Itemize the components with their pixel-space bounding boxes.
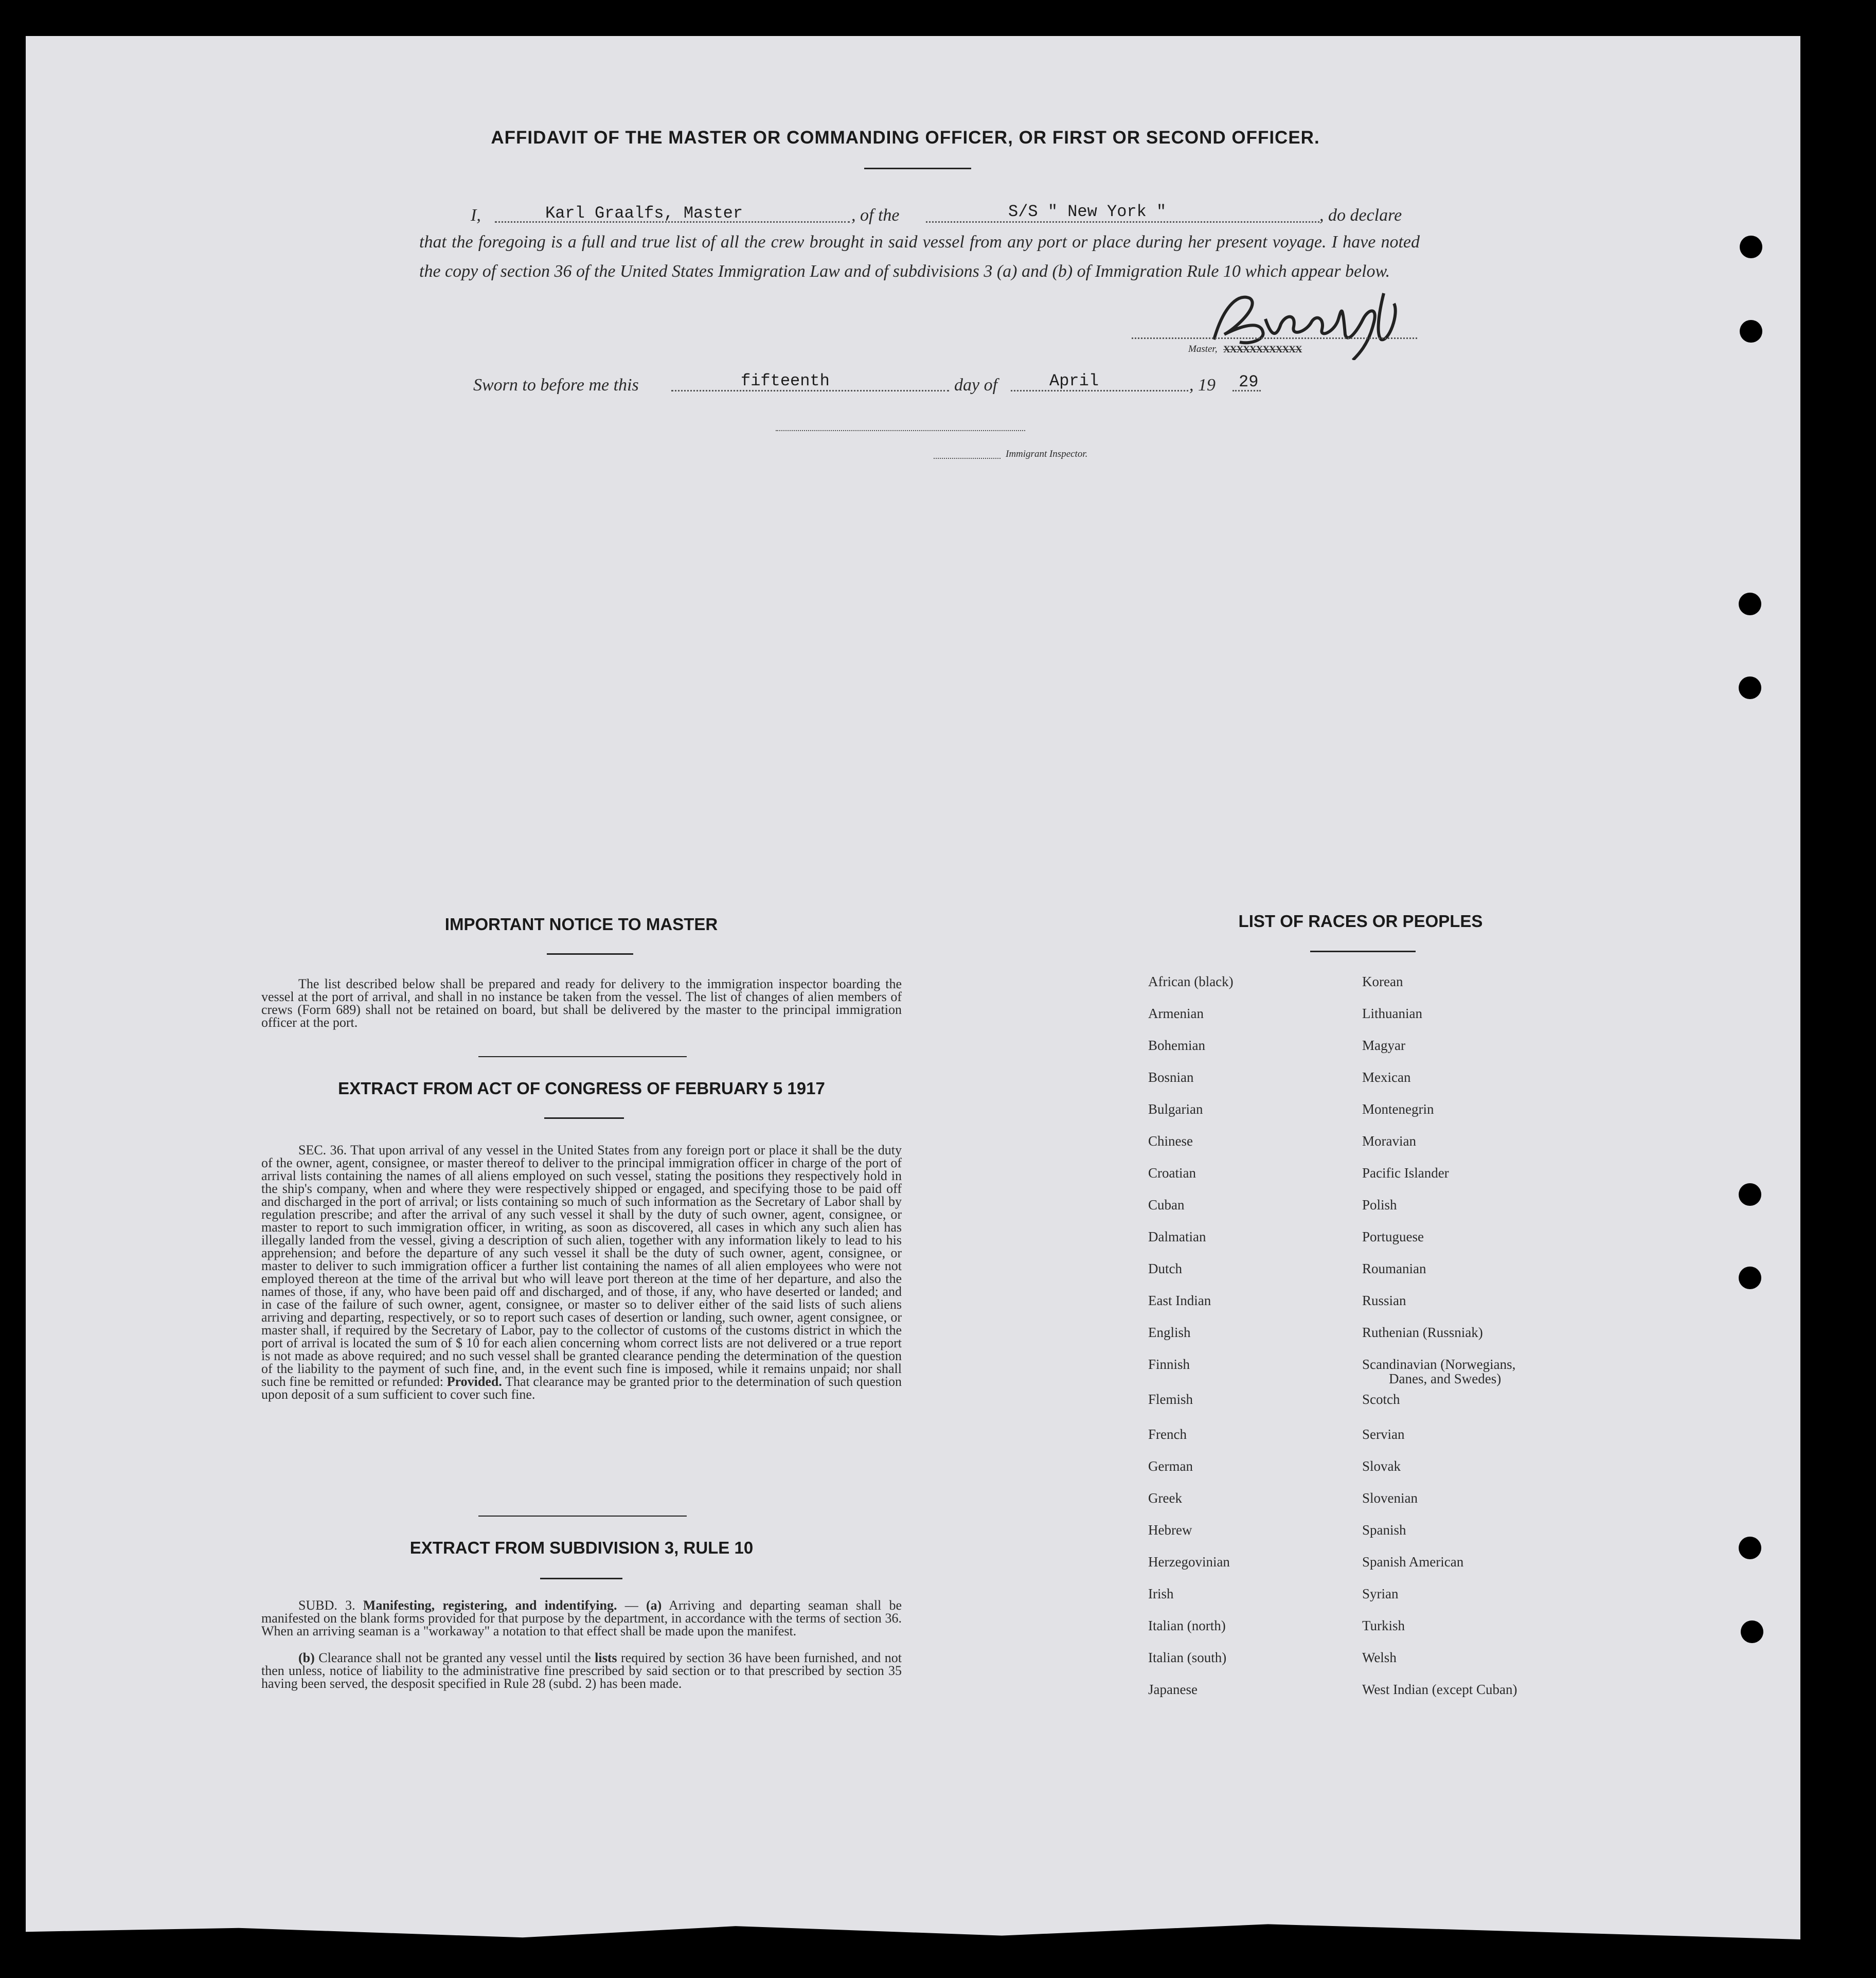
race-item: Welsh: [1362, 1650, 1397, 1665]
rule-dash: —: [624, 1598, 638, 1613]
race-item: German: [1148, 1458, 1193, 1474]
race-item: West Indian (except Cuban): [1362, 1682, 1517, 1697]
rule-heading: Manifesting, registering, and indentifying.: [363, 1598, 617, 1613]
rule-title: EXTRACT FROM SUBDIVISION 3, RULE 10: [409, 1538, 754, 1557]
affidavit-pronoun: I,: [471, 206, 481, 225]
rule-a-label: (a): [646, 1598, 662, 1613]
notice-text: The list described below shall be prepared and ready for delivery to the immigration inspector boarding the vessel at the port of arrival, and shall in no instance be taken from the vessel. The list of changes of alien members of crews (Form 689) shall not be retained on board, but shall be delivered by the master to the principal immigration officer at the port.: [261, 976, 902, 1030]
race-item: Cuban: [1148, 1197, 1185, 1213]
race-item: Mexican: [1362, 1070, 1411, 1085]
punch-hole: [1739, 1267, 1761, 1289]
race-item: Moravian: [1362, 1133, 1416, 1149]
rule-b-lists: lists: [595, 1650, 617, 1665]
rule-b-text-1: Clearance shall not be granted any vessel until the: [318, 1650, 591, 1665]
do-declare-text: , do declare: [1319, 206, 1402, 225]
race-item: Bulgarian: [1148, 1101, 1203, 1117]
race-item: Irish: [1148, 1586, 1174, 1601]
signature-line: [1132, 337, 1417, 339]
race-item: Greek: [1148, 1490, 1182, 1506]
year-line: [1232, 390, 1261, 391]
race-item: Korean: [1362, 974, 1403, 989]
race-item: French: [1148, 1427, 1187, 1442]
race-item: Portuguese: [1362, 1229, 1424, 1244]
title-rule: [864, 168, 971, 169]
punch-hole: [1739, 1537, 1761, 1559]
affidavit-title: AFFIDAVIT OF THE MASTER OR COMMANDING OFFICER, OR FIRST OR SECOND OFFICER.: [491, 128, 1320, 148]
notice-rule: [547, 953, 633, 955]
rule-text-b: [261, 1651, 902, 1690]
race-item: Russian: [1362, 1293, 1406, 1308]
month-value: April: [1049, 371, 1099, 390]
act-title: EXTRACT FROM ACT OF CONGRESS OF FEBRUARY 5 1917: [338, 1079, 825, 1098]
punch-hole: [1739, 1183, 1761, 1206]
signature-caption: Master,: [1188, 344, 1218, 354]
race-item: Polish: [1362, 1197, 1397, 1213]
race-item: English: [1148, 1325, 1191, 1340]
races-rule: [1310, 951, 1416, 952]
rule-rule: [540, 1578, 622, 1579]
inspector-line: [776, 430, 1025, 431]
notice-title: IMPORTANT NOTICE TO MASTER: [444, 915, 718, 934]
race-item: Slovak: [1362, 1458, 1401, 1474]
race-item: Japanese: [1148, 1682, 1198, 1697]
affidavit-body: that the foregoing is a full and true list of all the crew brought in said vessel from any port or place during her present voyage. I have noted the copy of section 36 of the United States Immigration Law and of subdivisions 3 (a) and (b) of Immigration Rule 10 which appear below.: [419, 233, 1420, 281]
race-item: East Indian: [1148, 1293, 1211, 1308]
race-item: Ruthenian (Russniak): [1362, 1325, 1483, 1340]
race-item: Servian: [1362, 1427, 1405, 1442]
punch-hole: [1740, 236, 1762, 258]
race-item: African (black): [1148, 974, 1234, 989]
year-prefix: , 19: [1189, 376, 1216, 395]
inspector-caption: Immigrant Inspector.: [1006, 449, 1088, 459]
sworn-text: Sworn to before me this: [473, 376, 639, 395]
notice-separator: [478, 1056, 687, 1057]
race-item: Scotch: [1362, 1392, 1400, 1407]
race-item: Bohemian: [1148, 1038, 1205, 1053]
race-item: Spanish: [1362, 1522, 1406, 1538]
of-the-text: , of the: [851, 206, 900, 225]
race-item: Spanish American: [1362, 1554, 1464, 1570]
act-provided: Provided.: [446, 1374, 502, 1389]
rule-b-label: (b): [298, 1650, 315, 1665]
act-text-end: That clearance may be granted prior to the determination of such question upon deposit of a sum sufficient to cover such fine.: [261, 1374, 902, 1402]
race-item: Pacific Islander: [1362, 1165, 1449, 1181]
act-separator: [478, 1516, 687, 1517]
vessel-name: S/S " New York ": [1008, 202, 1167, 221]
race-item: Hebrew: [1148, 1522, 1192, 1538]
rule-a-text: Arriving and departing seaman shall be manifested on the blank forms provided for that purpose by the department, in accordance with the terms of section 36. When an arriving seaman is a "workaway" a notation to that effect shall be made upon the manifest.: [261, 1598, 902, 1638]
race-item: Montenegrin: [1362, 1101, 1434, 1117]
act-text-block: [261, 1144, 902, 1401]
race-item: Dalmatian: [1148, 1229, 1206, 1244]
race-item-continuation: Danes, and Swedes): [1389, 1371, 1502, 1386]
rule-subd: SUBD. 3.: [298, 1598, 355, 1613]
race-item: Chinese: [1148, 1133, 1193, 1149]
race-item: Flemish: [1148, 1392, 1193, 1407]
punch-hole: [1739, 593, 1761, 615]
race-item: Syrian: [1362, 1586, 1399, 1601]
punch-hole: [1739, 676, 1761, 699]
year-value: 29: [1239, 372, 1259, 391]
punch-hole: [1741, 1620, 1763, 1643]
act-text: SEC. 36. That upon arrival of any vessel in the United States from any foreign port or place it shall be the duty of the owner, agent, consignee, or master thereof to deliver to the principal immigration officer in charge of the port of arrival lists containing the names of all aliens employed on such vessel, stating the positions they respectively hold in the ship's company, when and where they were respectively shipped or engaged, and specifying those to be paid off and discharged in the port of arrival; or lists containing so much of such information as the Secretary of Labor shall by regulation prescribe; and after the arrival of any such vessel it shall by the duty of such owner, agent, consignee, or master to report to such immigration officer, in writing, as soon as discovered, all cases in which any such alien has illegally landed from the vessel, giving a description of such alien, together with any information likely to lead to his apprehension; and before the departure of any such vessel it shall be the duty of such owner, agent, consignee, or master to deliver to such immigration officer a further list containing the names of all alien employees who were not employed thereon at the time of the arrival but who will leave port thereon at the time of her departure, and also the names of those, if any, who have been paid off and discharged, and of those, if any, who have deserted or landed; and in case of the failure of such owner, agent, consignee, or master so to deliver either of the said lists of such aliens arriving and departing, respectively, or so to report such cases of desertion or landing, such owner, agent consignee, or master shall, if required by the Secretary of Labor, pay to the collector of customs of the customs district in which the port of arrival is located the sum of $ 10 for each alien concerning whom correct lists are not delivered or a true report is not made as above required; and no such vessel shall be granted clearance pending the determination of the question of the liability to the payment of such fine, and, in the event such fine is imposed, while it remains unpaid; nor shall such fine be remitted or refunded:: [261, 1143, 902, 1389]
struck-officer-title: XXXXXXXXXXXX: [1223, 344, 1302, 355]
race-item: Turkish: [1362, 1618, 1405, 1633]
race-item: Italian (south): [1148, 1650, 1227, 1665]
act-rule: [544, 1117, 624, 1119]
punch-hole: [1740, 320, 1762, 343]
rule-b-text-2: required by section 36 have been furnished, and not then unless, notice of liability to the administrative fine prescribed by said section or to that prescribed by section 35 having been served, the desposit specified in Rule 28 (subd. 2) has been made.: [261, 1650, 902, 1691]
rule-text-a: [261, 1599, 902, 1637]
master-name: Karl Graalfs, Master: [545, 204, 743, 223]
races-title: LIST OF RACES OR PEOPLES: [1238, 912, 1483, 931]
race-item: Roumanian: [1362, 1261, 1426, 1276]
race-item: Slovenian: [1362, 1490, 1418, 1506]
race-item: Lithuanian: [1362, 1006, 1422, 1021]
day-of-text: day of: [954, 376, 998, 395]
race-item: Magyar: [1362, 1038, 1405, 1053]
race-item: Italian (north): [1148, 1618, 1226, 1633]
race-item: Finnish: [1148, 1357, 1190, 1372]
race-item: Scandinavian (Norwegians,: [1362, 1357, 1516, 1372]
vessel-line: [926, 221, 1319, 223]
race-item: Herzegovinian: [1148, 1554, 1230, 1570]
day-value: fifteenth: [741, 371, 830, 390]
race-item: Bosnian: [1148, 1070, 1194, 1085]
inspector-line-2: [934, 458, 1000, 459]
month-line: [1011, 390, 1188, 391]
race-item: Armenian: [1148, 1006, 1204, 1021]
race-item: Dutch: [1148, 1261, 1182, 1276]
race-item: Croatian: [1148, 1165, 1196, 1181]
